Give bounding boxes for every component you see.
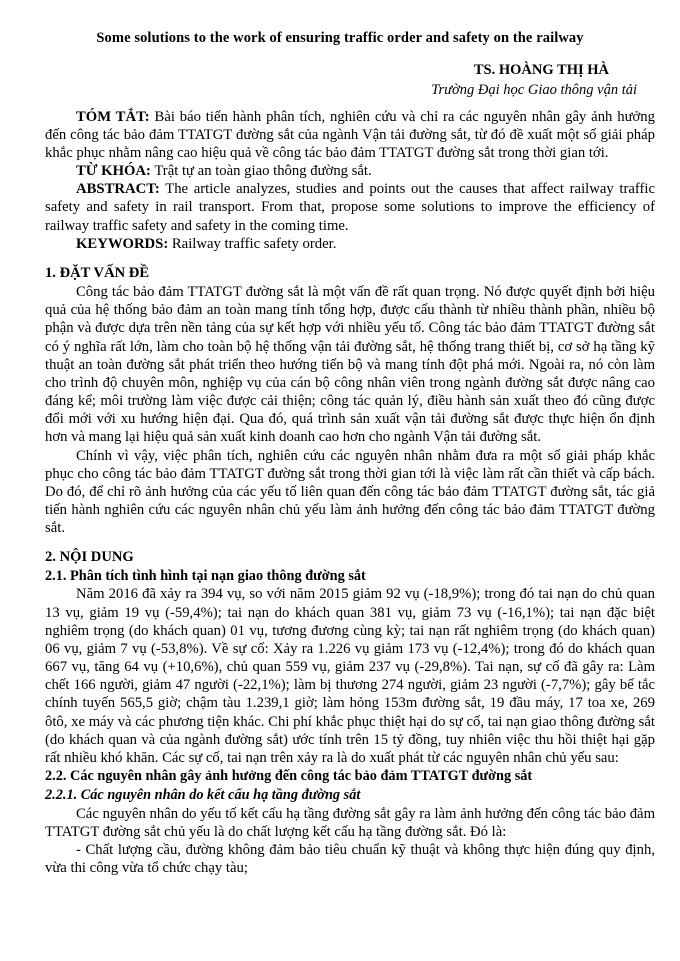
section-heading-2-2: 2.2. Các nguyên nhân gây ảnh hưởng đến công tác bảo đảm TTATGT đường sắt bbox=[45, 767, 533, 784]
section-2-2-1-paragraph: Các nguyên nhân do yếu tố kết cấu hạ tầng đường sắt gây ra làm ảnh hưởng đến công tác bảo đảm TTATGT đường sắt chủ yếu là do chất lượng kết cấu hạ tầng đường sắt. Đó là: bbox=[45, 805, 655, 840]
page-title: Some solutions to the work of ensuring traffic order and safety on the railway bbox=[96, 30, 584, 46]
section-heading-2: 2. NỘI DUNG bbox=[45, 549, 134, 566]
keywords-vietnamese bbox=[45, 162, 655, 180]
abstract-vietnamese-label: TÓM TẮT: bbox=[76, 108, 150, 125]
section-2-2-1-bullet-1: - Chất lượng cầu, đường không đảm bảo tiêu chuẩn kỹ thuật và không thực hiện đúng quy định, vừa thi công vừa tổ chức chạy tàu; bbox=[45, 842, 655, 877]
section-heading-2-2-1: 2.2.1. Các nguyên nhân do kết cấu hạ tầng đường sắt bbox=[45, 786, 361, 803]
keywords-english-label: KEYWORDS: bbox=[76, 235, 169, 252]
abstract-vietnamese-text: Bài báo tiến hành phân tích, nghiên cứu và chỉ ra các nguyên nhân gây ảnh hưởng đến công tác bảo đảm TTATGT đường sắt của ngành Vận tải đường sắt, từ đó đề xuất một số giải pháp khắc phục nhằm nâng cao hiệu quả về công tác bảo đảm TTATGT đường sắt trong thời gian tới. bbox=[45, 108, 655, 161]
abstract-english-label: ABSTRACT: bbox=[76, 181, 160, 198]
section-1-paragraph-2: Chính vì vậy, việc phân tích, nghiên cứu các nguyên nhân nhằm đưa ra một số giải pháp khắc phục cho công tác bảo đảm TTATGT đường sắt trong thời gian tới là việc làm rất cần thiết và cấp bách. Do đó, để chỉ rõ ảnh hưởng của các yếu tố liên quan đến công tác bảo đảm TTATGT đường sắt, tác giả tiến hành nghiên cứu các nguyên nhân chủ yếu làm ảnh hưởng đến công tác bảo đảm TTATGT đường sắt. bbox=[45, 447, 655, 537]
section-heading-1: 1. ĐẶT VẤN ĐỀ bbox=[45, 264, 150, 281]
author-name: TS. HOÀNG THỊ HÀ bbox=[473, 62, 609, 79]
section-2-1-paragraph: Năm 2016 đã xảy ra 394 vụ, so với năm 2015 giảm 92 vụ (-18,9%); trong đó tai nạn do chủ quan 13 vụ, giảm 19 vụ (-59,4%); tai nạn do khách quan 381 vụ, giảm 73 vụ (-16,1%); tai nạn đặc biệt nghiêm trọng (do khách quan) 01 vụ, tương đương cùng kỳ; tai nạn rất nghiêm trọng (do khách quan) 06 vụ, giảm 7 vụ (-53,8%). Về sự cố: Xảy ra 1.226 vụ giảm 173 vụ (-12,4%); trong đó do khách quan 667 vụ, tăng 64 vụ (+10,6%), chủ quan 559 vụ, giảm 237 vụ (-29,8%). Tai nạn, sự cố đã gây ra: Làm chết 166 người, giảm 47 người (-22,1%); làm bị thương 274 người, giảm 23 người (-7,7%); gây bế tắc chính tuyến 565,5 giờ; chậm tàu 1.239,1 giờ; làm hỏng 153m đường sắt, 19 đầu máy, 17 toa xe, 269 ôtô, xe máy và các phương tiện khác. Chi phí khắc phục thiệt hại do sự cố, tai nạn giao thông đường sắt (do khách quan và của ngành đường sắt) ước tính trên 15 tỷ đồng, tuy nhiên việc thu hồi thiệt hại gặp rất nhiều khó khăn. Các sự cố, tai nạn trên xảy ra là do xuất phát từ các nguyên nhân chủ yếu sau: bbox=[45, 586, 655, 766]
abstract-english-text: The article analyzes, studies and points out the causes that affect railway traffic safety and safety in rail transport. From that, propose some solutions to improve the efficiency of railway traffic safety and safety in the coming time. bbox=[45, 181, 655, 234]
abstract-vietnamese bbox=[45, 108, 655, 162]
abstract-english bbox=[45, 180, 655, 234]
section-heading-2-1: 2.1. Phân tích tình hình tại nạn giao thông đường sắt bbox=[45, 567, 366, 584]
keywords-english-text: Railway traffic safety order. bbox=[168, 235, 337, 252]
author-affiliation: Trường Đại học Giao thông vận tải bbox=[431, 81, 637, 98]
section-1-paragraph-1: Công tác bảo đảm TTATGT đường sắt là một vấn đề rất quan trọng. Nó được quyết định bởi hiệu quả của hệ thống bảo đảm an toàn mang tính tổng hợp, được cấu thành từ nhiều thành phần, nhiều bộ phận và được dựa trên nền tảng của sự kết hợp với nhiều yếu tố. Công tác bảo đảm TTATGT đường sắt có ý nghĩa rất lớn, làm cho toàn bộ hệ thống vận tải đường sắt, hệ thống trang thiết bị, cơ sở hạ tầng kỹ thuật an toàn đường sắt phát triển theo hướng tiến bộ và mang tính đột phá mới. Ngoài ra, nó còn làm cho trình độ chuyên môn, nghiệp vụ của cán bộ công nhân viên trong ngành đường sắt được nâng cao đáng kể; môi trường làm việc được cải thiện; công tác quản lý, điều hành sản xuất theo đó cũng được đổi mới với xu hướng hiện đại. Qua đó, quá trình sản xuất vận tải đường sắt được thực hiện ổn định hơn và mang lại hiệu quả sản xuất kinh doanh cao hơn cho ngành Vận tải đường sắt. bbox=[45, 284, 655, 446]
keywords-vietnamese-text: Trật tự an toàn giao thông đường sắt. bbox=[150, 163, 372, 180]
keywords-english bbox=[45, 235, 655, 253]
keywords-vietnamese-label: TỪ KHÓA: bbox=[76, 163, 151, 180]
